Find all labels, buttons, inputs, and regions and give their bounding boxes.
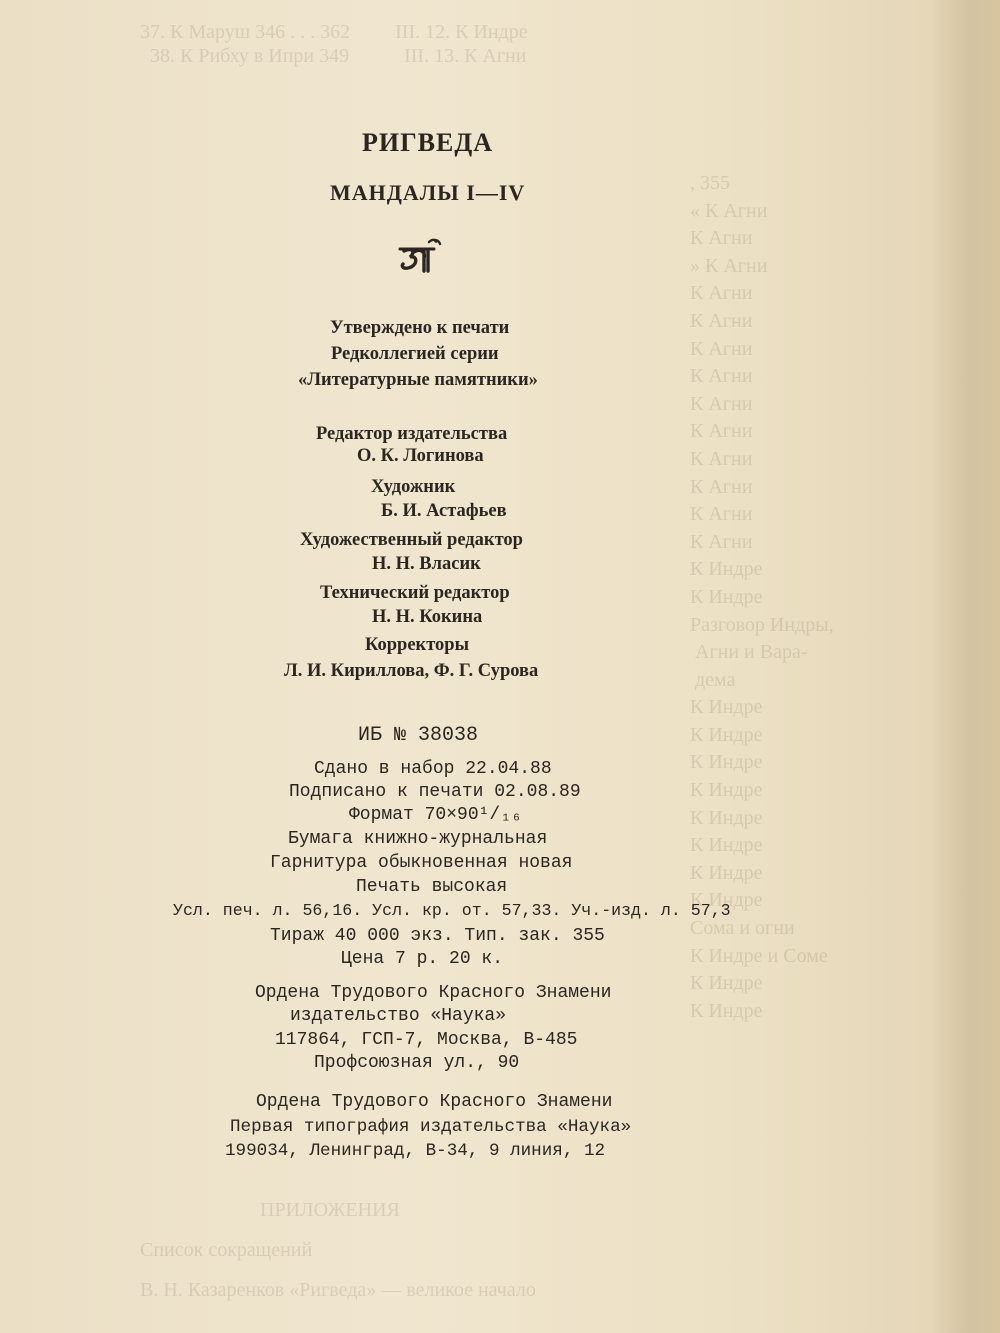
print-run: Тираж 40 000 экз. Тип. зак. 355 xyxy=(270,926,605,946)
price: Цена 7 р. 20 к. xyxy=(341,949,504,969)
typeface: Гарнитура обыкновенная новая xyxy=(270,853,573,873)
art-editor-label: Художественный редактор xyxy=(300,530,523,550)
show-through-text: , 355 « К Агни К Агни » К Агни К Агни К Агни К Агни К Агни К Агни К Агни К Агни К Агни К Агни К Агни К Индре К Индре Разговор Индры, Агни и Вара- дема К Индре К Индре К Индре К Индре К Индре К Индре К Индре К Индре Сома и огни К Индре и Соме К Индре К Индре xyxy=(690,172,834,1022)
proofreaders-names: Л. И. Кириллова, Ф. Г. Сурова xyxy=(284,661,539,681)
publishing-editor-name: О. К. Логинова xyxy=(357,446,484,466)
publisher-line-1: Ордена Трудового Красного Знамени xyxy=(255,983,612,1003)
tech-editor-name: Н. Н. Кокина xyxy=(372,607,483,627)
format: Формат 70×90¹/₁₆ xyxy=(349,805,522,825)
publisher-line-4: Профсоюзная ул., 90 xyxy=(314,1053,520,1073)
typeset-date: Сдано в набор 22.04.88 xyxy=(314,759,552,779)
show-through-text: 37. К Маруш 346 . . . 362 III. 12. К Индре 38. К Рибху в Ипри 349 III. 13. К Агни xyxy=(140,21,528,67)
ib-number: ИБ № 38038 xyxy=(358,724,479,747)
printer-line-2: Первая типография издательства «Наука» xyxy=(230,1117,632,1137)
art-editor-name: Н. Н. Власик xyxy=(372,554,481,574)
artist-label: Художник xyxy=(371,477,456,497)
sheet-counts: Усл. печ. л. 56,16. Усл. кр. от. 57,33. Уч.-изд. л. 57,3 xyxy=(173,901,731,920)
proofreaders-label: Корректоры xyxy=(365,635,470,655)
printer-line-3: 199034, Ленинград, В-34, 9 линия, 12 xyxy=(225,1141,606,1161)
printing-method: Печать высокая xyxy=(356,877,508,897)
approval-line-2: Редколлегией серии xyxy=(331,344,499,364)
approval-line-1: Утверждено к печати xyxy=(330,318,510,338)
artist-name: Б. И. Астафьев xyxy=(381,501,507,521)
page-gutter xyxy=(930,0,1000,1333)
signed-date: Подписано к печати 02.08.89 xyxy=(289,782,581,802)
approval-line-3: «Литературные памятники» xyxy=(298,370,538,390)
book-title: РИГВЕДА xyxy=(362,128,493,157)
show-through-text: ПРИЛОЖЕНИЯ Список сокращений В. Н. Казаренков «Ригведа» — великое начало xyxy=(140,1199,536,1301)
publisher-line-2: издательство «Наука» xyxy=(290,1006,507,1026)
book-subtitle: МАНДАЛЫ I—IV xyxy=(330,180,526,205)
publisher-line-3: 117864, ГСП-7, Москва, В-485 xyxy=(275,1030,578,1050)
paper: Бумага книжно-журнальная xyxy=(288,829,548,849)
om-symbol-icon xyxy=(398,238,444,280)
tech-editor-label: Технический редактор xyxy=(320,583,510,603)
printer-line-1: Ордена Трудового Красного Знамени xyxy=(256,1092,613,1112)
publishing-editor-label: Редактор издательства xyxy=(316,424,508,444)
